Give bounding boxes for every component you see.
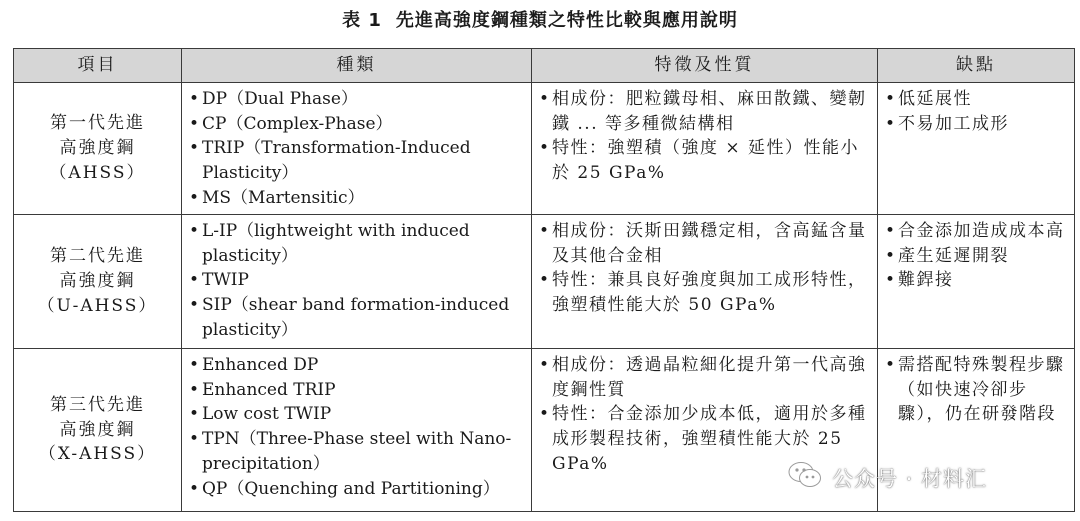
generation-line: 第一代先進 [50,113,145,134]
type-item: • Low cost TWIP [189,402,525,427]
generation-line: 高強度鋼 [59,271,136,292]
generation-line: （U-AHSS） [37,295,158,316]
feature-item: • 特性：合金添加少成本低，適用於多種成形製程技術，強塑積性能大於 25 GPa% [539,402,871,476]
types-cell [182,215,532,349]
type-item: • Enhanced TRIP [189,378,525,403]
type-item: • SIP（shear band formation-induced plasticity） [189,293,525,342]
drawback-item: • 產生延遲開裂 [885,244,1068,269]
header-features: 特徵及性質 [532,49,878,83]
generation-line: （AHSS） [49,162,146,183]
type-item: • L-IP（lightweight with induced plasticity） [189,219,525,268]
drawback-item: • 合金添加造成成本高 [885,219,1068,244]
generation-cell [14,215,182,349]
drawback-item: • 低延展性 [885,87,1068,112]
table-caption [0,6,1080,32]
type-item: • DP（Dual Phase） [189,87,525,112]
types-cell [182,349,532,512]
generation-line: 高強度鋼 [59,419,136,440]
generation-line: 高強度鋼 [59,138,136,159]
header-types: 種類 [182,49,532,83]
type-item: • MS（Martensitic） [189,186,525,211]
watermark [788,461,987,494]
generation-line: 第二代先進 [50,246,145,267]
generation-line: （X-AHSS） [38,444,157,465]
generation-cell [14,349,182,512]
header-drawbacks: 缺點 [878,49,1075,83]
feature-item: • 相成份：沃斯田鐵穩定相，含高錳含量及其他合金相 [539,219,871,268]
table-row [14,215,1075,349]
header-item: 項目 [14,49,182,83]
table-row [14,83,1075,215]
drawback-item: • 難銲接 [885,268,1068,293]
ahss-comparison-table [13,48,1075,512]
watermark-text: 公众号 · 材料汇 [832,466,988,491]
feature-item: • 相成份：透過晶粒細化提升第一代高強度鋼性質 [539,353,871,402]
table-number: 表 1 [342,10,382,31]
features-cell [532,83,878,215]
generation-line: 第三代先進 [50,394,145,415]
type-item: • TPN（Three-Phase steel with Nano-precipitation） [189,427,525,476]
feature-item: • 相成份：肥粒鐵母相、麻田散鐵、變韌鐵 ... 等多種微結構相 [539,87,871,136]
header-row [14,49,1075,83]
drawback-item: • 需搭配特殊製程步驟（如快速冷卻步驟），仍在研發階段 [885,353,1068,427]
features-cell [532,215,878,349]
type-item: • CP（Complex-Phase） [189,112,525,137]
generation-cell [14,83,182,215]
drawbacks-cell [878,215,1075,349]
type-item: • QP（Quenching and Partitioning） [189,477,525,502]
wechat-icon [788,461,832,494]
feature-item: • 特性：強塑積（強度 × 延性）性能小於 25 GPa% [539,136,871,185]
drawback-item: • 不易加工成形 [885,112,1068,137]
feature-item: • 特性：兼具良好強度與加工成形特性，強塑積性能大於 50 GPa% [539,268,871,317]
type-item: • TRIP（Transformation-Induced Plasticity） [189,136,525,185]
type-item: • Enhanced DP [189,353,525,378]
type-item: • TWIP [189,268,525,293]
types-cell [182,83,532,215]
table-title: 先進高強度鋼種類之特性比較與應用說明 [395,10,738,31]
drawbacks-cell [878,83,1075,215]
